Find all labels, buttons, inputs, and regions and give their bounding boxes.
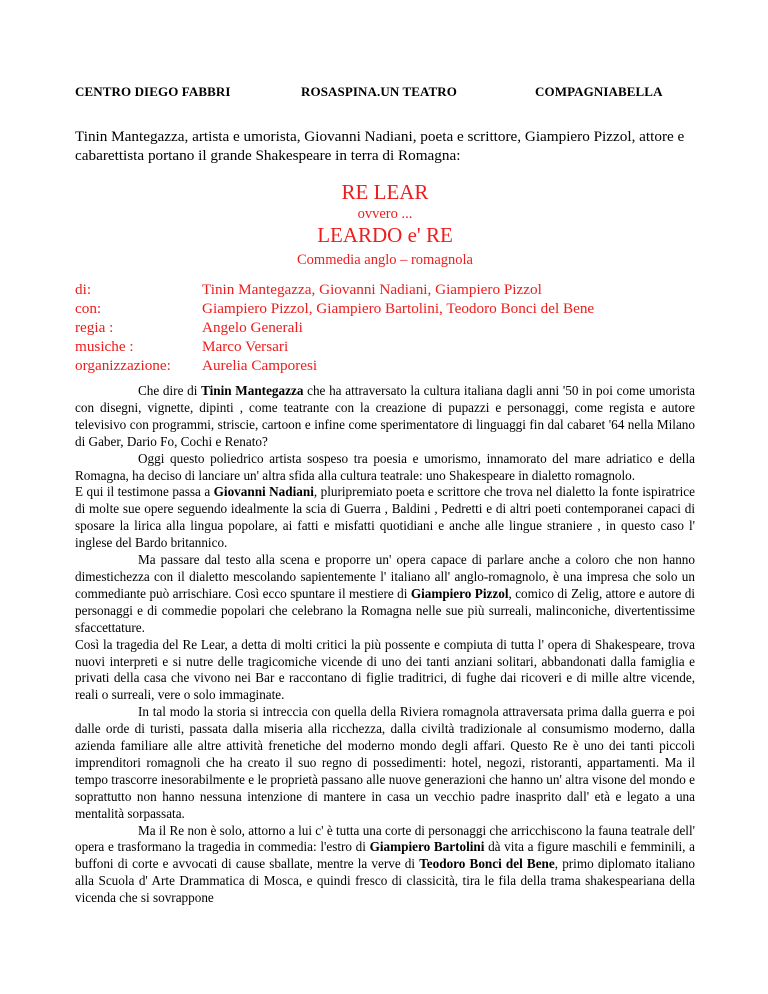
credit-label: organizzazione: bbox=[75, 357, 171, 374]
bold-name: Teodoro Bonci del Bene bbox=[419, 856, 555, 872]
credit-value: Giampiero Pizzol, Giampiero Bartolini, Teodoro Bonci del Bene bbox=[202, 300, 595, 317]
credit-label: di: bbox=[75, 281, 92, 298]
title-block bbox=[75, 180, 695, 269]
credit-label: regia : bbox=[75, 319, 114, 336]
credit-label: musiche : bbox=[75, 338, 134, 355]
body-text bbox=[75, 383, 695, 907]
bold-name: Giampiero Bartolini bbox=[369, 839, 485, 855]
body-paragraph bbox=[75, 637, 695, 705]
paragraph-text: che ha attraversato la cultura italiana dagli anni '50 in poi come umorista con disegni, vignette, dipinti , come teatrante con la creazione di pupazzi e personaggi, come regista e autore televisivo con programmi, striscie, cartoon e infine come sperimentatore di linguaggi fin dal cabaret '64 nella Milano di Gaber, Dario Fo, Cochi e Renato? bbox=[75, 383, 695, 449]
paragraph-text: , comico di Zelig, attore e autore di personaggi e di commedie popolari che celebrano la Romagna nelle sue più surreali, malinconiche, divertentissime sfaccettature. bbox=[75, 585, 696, 635]
body-paragraph bbox=[75, 823, 695, 908]
credit-row bbox=[75, 356, 695, 375]
paragraph-text: , primo diplomato italiano alla Scuola d' Arte Drammatica di Mosca, e quindi fresco di classicità, tira le fila della trama shakespeariana della vicenda che si sovrappone bbox=[75, 856, 695, 906]
paragraph-text: , pluripremiato poeta e scrittore che trova nel dialetto la fonte ispiratrice di molte sue opere seguendo idealmente la scia di Guerra , Baldini , Pedretti e di altri poeti contemporanei capaci di sposare la lirica alla lingua popolare, ai fatti e misfatti quotidiani e anche alle lingue straniere , in questo caso l' inglese del Bardo britannico. bbox=[75, 484, 695, 551]
header-centro-diego-fabbri: CENTRO DIEGO FABBRI bbox=[75, 84, 231, 99]
body-paragraph bbox=[75, 552, 695, 637]
paragraph-text: Ma passare dal testo alla scena e proporre un' opera capace di parlare anche a coloro che non hanno dimestichezza con il dialetto mescolando sapientemente l' italiano all' anglo-romagnolo, è una impresa che solo un commediante può arrischiare. Così ecco spuntare il mestiere di bbox=[75, 552, 695, 601]
bold-name: Giovanni Nadiani bbox=[213, 484, 314, 500]
body-paragraph bbox=[75, 484, 695, 552]
credit-value: Angelo Generali bbox=[202, 319, 303, 336]
body-paragraph bbox=[75, 451, 695, 485]
title-subtitle: Commedia anglo – romagnola bbox=[297, 252, 473, 268]
paragraph-text: dà vita a figure maschili e femminili, a buffoni di corte e avvocati di cause sballate, mentre la verve di bbox=[75, 839, 695, 872]
credits-list bbox=[75, 280, 695, 375]
credit-row bbox=[75, 318, 695, 337]
credit-value: Aurelia Camporesi bbox=[202, 357, 318, 374]
header-compagniabella: COMPAGNIABELLA bbox=[535, 84, 663, 99]
credit-row bbox=[75, 299, 695, 318]
paragraph-text: In tal modo la storia si intreccia con quella della Riviera romagnola attraversata prima dalla guerra e poi dalle orde di turisti, passata dalla miseria alla ricchezza, dalla civiltà tradizionale al consumismo moderno, dalla azienda familiare alle altre attività frenetiche del moderno mondo degli affari. Questo Re è uno dei tanti piccoli imprenditori romagnoli che ha creato il suo regno di possedimenti: hotel, negozi, ristoranti, appartamenti. Ma il tempo trascorre inesorabilmente e le proprietà passano alle nuove generazioni che hanno un' altra visone del mondo e soprattutto non hanno nessuna intenzione di mantere in casa un vecchio padre inasprito dall' età e legato a una mentalità sorpassata. bbox=[75, 704, 695, 821]
paragraph-text: Così la tragedia del Re Lear, a detta di molti critici la più possente e compiuta di tutta l' opera di Shakespeare, trova nuovi interpreti e si nutre delle tragicomiche vicende di uno dei tanti anziani solitari, abbandonati dalla famiglia e privati della casa che vivono nei Bar e raccontano di figlie traditrici, di fughe dai ricoveri e di mille altre vicende, reali o surreali, vere o solo immaginate. bbox=[75, 636, 695, 703]
body-paragraph bbox=[75, 704, 695, 822]
body-paragraph bbox=[75, 383, 695, 451]
paragraph-text: E qui il testimone passa a bbox=[75, 484, 214, 500]
intro-paragraph: Tinin Mantegazza, artista e umorista, Giovanni Nadiani, poeta e scrittore, Giampiero Pizzol, attore e cabarettista portano il grande Shakespeare in terra di Romagna: bbox=[75, 128, 685, 164]
bold-name: Giampiero Pizzol bbox=[410, 585, 509, 601]
credit-value: Marco Versari bbox=[202, 338, 289, 355]
credit-label: con: bbox=[75, 300, 102, 317]
paragraph-text: Ma il Re non è solo, attorno a lui c' è tutta una corte di personaggi che arricchiscono la fauna teatrale dell' opera e trasformano la tragedia in commedia: l'estro di bbox=[75, 822, 695, 855]
credit-row bbox=[75, 337, 695, 356]
title-alt: LEARDO e' RE bbox=[317, 223, 453, 247]
header-rosaspina: ROSASPINA.UN TEATRO bbox=[301, 84, 458, 99]
credit-row bbox=[75, 280, 695, 299]
paragraph-text: Che dire di bbox=[138, 383, 202, 398]
credit-value: Tinin Mantegazza, Giovanni Nadiani, Giampiero Pizzol bbox=[202, 281, 542, 298]
bold-name: Tinin Mantegazza bbox=[201, 383, 304, 398]
paragraph-text: Oggi questo poliedrico artista sospeso tra poesia e umorismo, innamorato del mare adriatico e della Romagna, ha deciso di lanciare un' altra sfida alla cultura teatrale: uno Shakespeare in dialetto romagnolo. bbox=[75, 450, 695, 483]
title-main: RE LEAR bbox=[341, 180, 429, 204]
title-ovvero: ovvero ... bbox=[357, 206, 413, 222]
